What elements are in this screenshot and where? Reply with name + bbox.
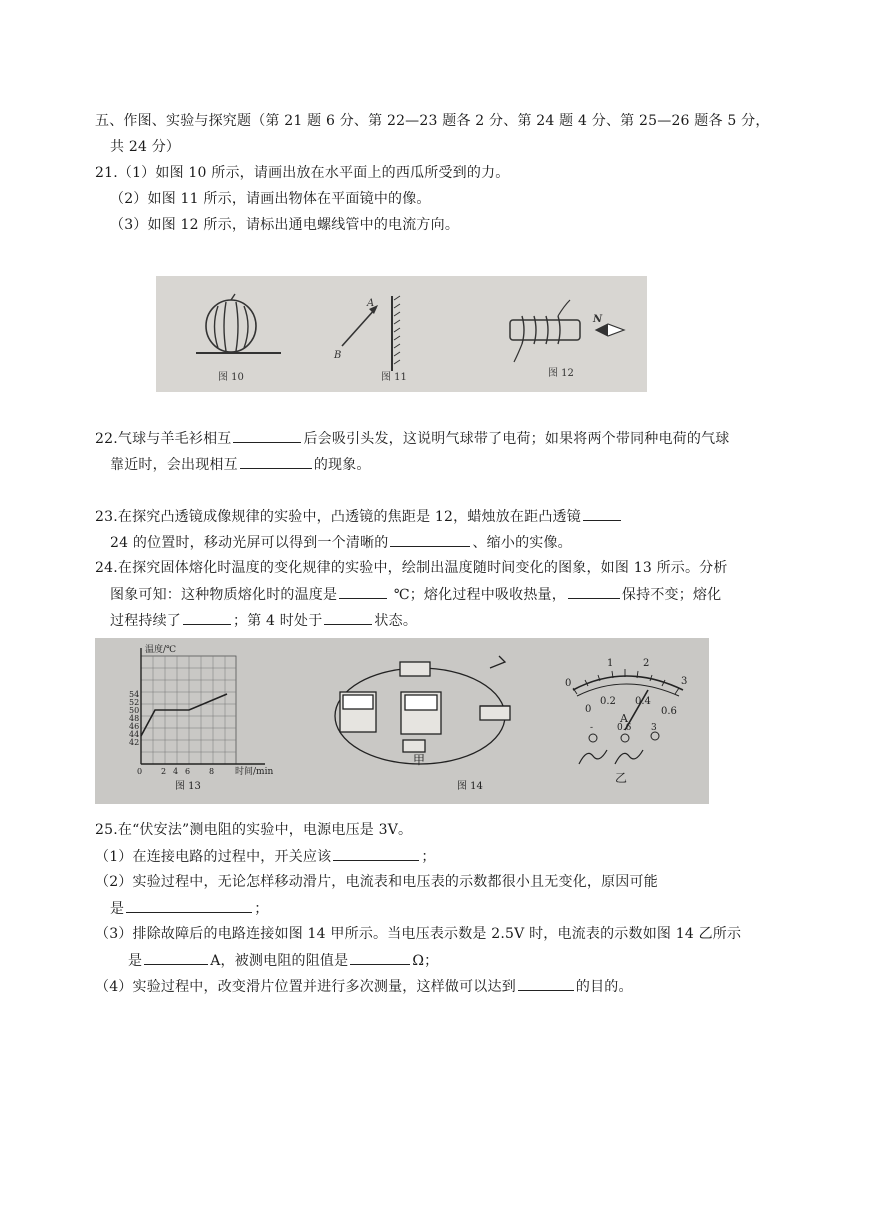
meter-top-tick: 0 xyxy=(565,678,572,689)
q23-line2 xyxy=(110,532,572,553)
q24-line2 xyxy=(110,584,721,605)
q25-part4 xyxy=(95,976,633,997)
x-tick: 8 xyxy=(209,767,215,776)
q25-blank-2[interactable] xyxy=(126,898,252,913)
q25-blank-5[interactable] xyxy=(518,976,574,991)
fig13-label: 图 13 xyxy=(175,781,201,792)
q25-intro: 25.在“伏安法”测电阻的实验中，电源电压是 3V。 xyxy=(95,822,413,838)
y-tick: 48 xyxy=(129,714,140,723)
x-tick: 4 xyxy=(173,767,179,776)
q25-p4-text: （4）实验过程中，改变滑片位置并进行多次测量，这样做可以达到 xyxy=(95,979,516,995)
q24-blank-3[interactable] xyxy=(183,610,231,625)
q23-blank-1[interactable] xyxy=(583,506,621,521)
section-header-line1: 五、作图、实验与探究题（第 21 题 6 分、第 22—23 题各 2 分、第 24 题 4 分、第 25—26 题各 5 分， xyxy=(95,113,770,129)
q25-p2-end: ； xyxy=(254,901,269,917)
y-tick: 44 xyxy=(129,730,140,739)
figure-13-14 xyxy=(95,638,709,804)
q22-blank-1[interactable] xyxy=(233,428,301,443)
q22-blank-2[interactable] xyxy=(240,454,312,469)
q24-line3 xyxy=(110,610,417,631)
q24-text-b: 图象可知：这种物质熔化时的温度是 xyxy=(110,587,338,603)
q22-line1 xyxy=(95,428,729,449)
q22-text-a: 22.气球与羊毛衫相互 xyxy=(95,431,232,447)
q24-text-e: 过程持续了 xyxy=(110,613,181,629)
q25-blank-1[interactable] xyxy=(333,846,419,861)
section-header-line2: 共 24 分） xyxy=(110,139,181,155)
x-tick: 2 xyxy=(161,767,167,776)
q25-part3-line2 xyxy=(128,950,438,971)
q25-p3-text-b: A，被测电阻的阻值是 xyxy=(210,953,349,969)
fig11-label: 图 11 xyxy=(381,372,407,383)
y-tick: 46 xyxy=(129,722,140,731)
y-tick: 42 xyxy=(129,738,140,747)
q24-line1: 24.在探究固体熔化时温度的变化规律的实验中，绘制出温度随时间变化的图象，如图 13 所示。分析 xyxy=(95,560,728,576)
point-a-label: A xyxy=(367,298,375,309)
q23-text-c: 、缩小的实像。 xyxy=(472,535,572,551)
y-tick: 52 xyxy=(129,698,140,707)
q23-blank-2[interactable] xyxy=(390,532,470,547)
q24-text-d: 保持不变；熔化 xyxy=(621,587,722,603)
fig14-label: 图 14 xyxy=(457,781,483,792)
q21-item3: （3）如图 12 所示，请标出通电螺线管中的电流方向。 xyxy=(110,217,460,233)
meter-bottom-tick: 0.4 xyxy=(635,696,651,707)
y-tick: 54 xyxy=(129,690,140,699)
q22-text-b: 后会吸引头发，这说明气球带了电荷；如果将两个带同种电荷的气球 xyxy=(303,431,730,447)
meter-bottom-tick: 0.6 xyxy=(661,706,677,717)
q24-text-g: 状态。 xyxy=(374,613,418,629)
meter-top-tick: 1 xyxy=(607,658,614,669)
q25-part3-line1: （3）排除故障后的电路连接如图 14 甲所示。当电压表示数是 2.5V 时，电流表的示数如图 14 乙所示 xyxy=(95,926,742,942)
q24-blank-2[interactable] xyxy=(568,584,620,599)
meter-top-tick: 2 xyxy=(643,658,650,669)
q25-blank-4[interactable] xyxy=(350,950,410,965)
q21-item1: 21.（1）如图 10 所示，请画出放在水平面上的西瓜所受到的力。 xyxy=(95,165,510,181)
x-tick: 0 xyxy=(137,767,143,776)
q25-p1-end: ； xyxy=(421,849,436,865)
q25-p2-text: 是 xyxy=(110,901,125,917)
q21-item2: （2）如图 11 所示，请画出物体在平面镜中的像。 xyxy=(110,191,431,207)
fig12-label: 图 12 xyxy=(548,368,574,379)
q25-part1 xyxy=(95,846,436,867)
north-pole-label: N xyxy=(593,314,603,325)
yi-label: 乙 xyxy=(615,771,628,785)
graph-y-axis-label: 温度/℃ xyxy=(145,645,177,655)
y-tick: 50 xyxy=(129,706,140,715)
q25-p3-text-c: Ω； xyxy=(412,953,439,969)
q24-blank-4[interactable] xyxy=(324,610,372,625)
jia-label: 甲 xyxy=(413,753,426,767)
q23-text-a: 23.在探究凸透镜成像规律的实验中，凸透镜的焦距是 12，蜡烛放在距凸透镜 xyxy=(95,509,581,525)
meter-bottom-tick: 0 xyxy=(585,704,592,715)
terminal-label: 3 xyxy=(651,723,657,733)
fig10-label: 图 10 xyxy=(218,372,244,383)
q25-p4-end: 的目的。 xyxy=(575,979,633,995)
q25-p3-text-a: 是 xyxy=(128,953,143,969)
q25-part2-line2 xyxy=(110,898,268,919)
meter-unit: A xyxy=(620,712,628,725)
q24-blank-1[interactable] xyxy=(339,584,387,599)
q23-line1 xyxy=(95,506,623,527)
q22-line2 xyxy=(110,454,371,475)
point-b-label: B xyxy=(334,350,342,361)
q25-part2-line1: （2）实验过程中，无论怎样移动滑片，电流表和电压表的示数都很小且无变化，原因可能 xyxy=(95,874,658,890)
x-tick: 6 xyxy=(185,767,191,776)
graph-x-axis-label: 时间/min xyxy=(235,767,274,777)
terminal-label: 0.6 xyxy=(617,723,632,733)
meter-bottom-tick: 0.2 xyxy=(600,696,616,707)
terminal-label: - xyxy=(590,723,594,733)
q22-text-d: 的现象。 xyxy=(313,457,371,473)
q22-text-c: 靠近时，会出现相互 xyxy=(110,457,238,473)
meter-top-tick: 3 xyxy=(681,676,688,687)
q23-text-b: 24 的位置时，移动光屏可以得到一个清晰的 xyxy=(110,535,389,551)
q25-p1-text: （1）在连接电路的过程中，开关应该 xyxy=(95,849,332,865)
q24-text-f: ；第 4 时处于 xyxy=(233,613,323,629)
q24-text-c: ℃；熔化过程中吸收热量， xyxy=(393,587,566,603)
figure-10-11-12 xyxy=(156,276,647,392)
q25-blank-3[interactable] xyxy=(144,950,208,965)
